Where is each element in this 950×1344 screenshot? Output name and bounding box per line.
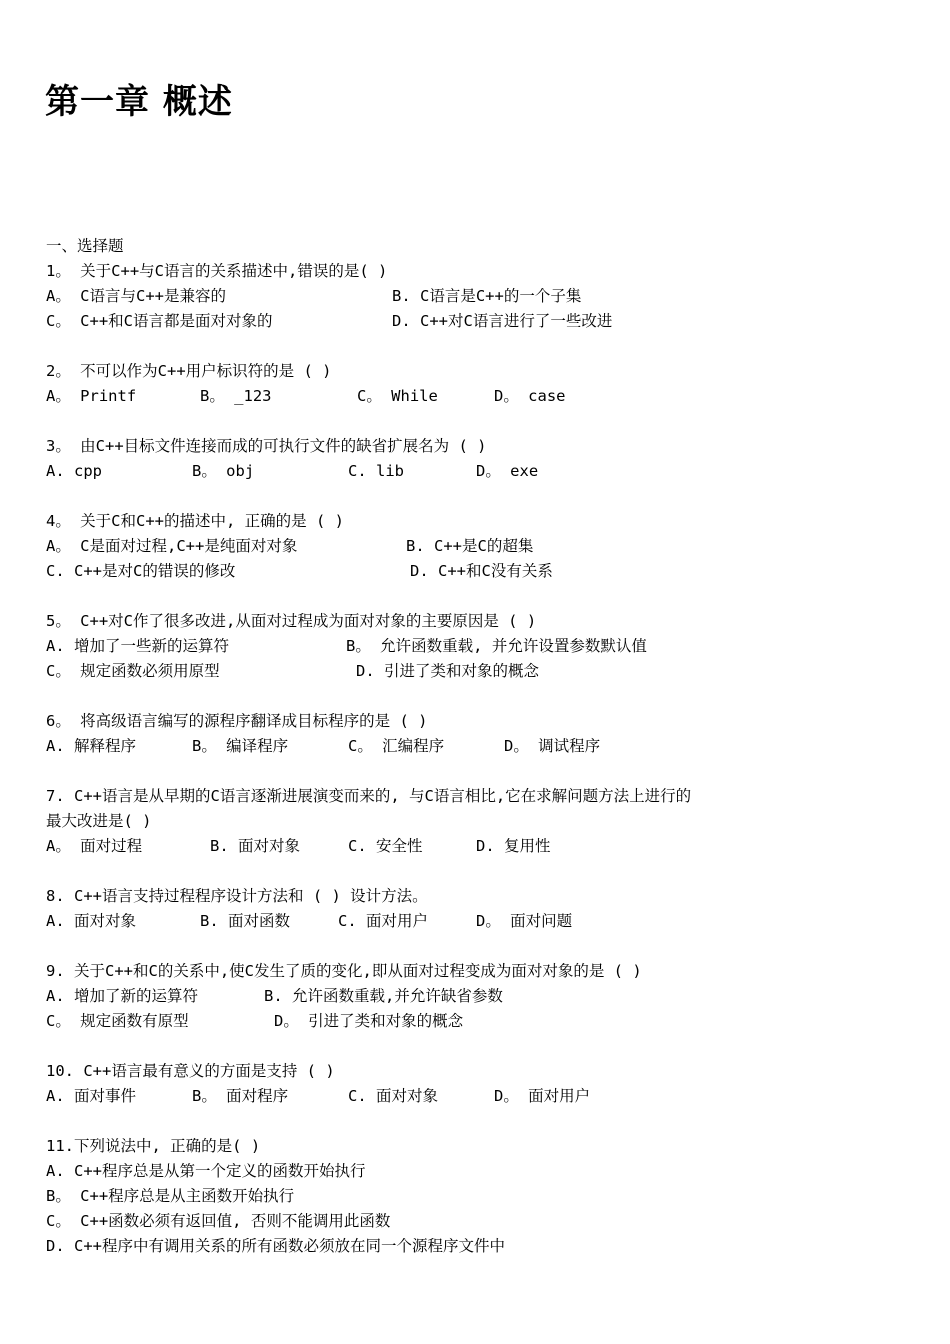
option-row	[46, 734, 866, 759]
question-stem: 9. 关于C++和C的关系中,使C发生了质的变化,即从面对过程变成为面对对象的是 ( )	[46, 962, 642, 980]
option-d: D. C++对C语言进行了一些改进	[392, 312, 613, 330]
option-row	[46, 909, 866, 934]
question-stem: 8. C++语言支持过程程序设计方法和 ( ) 设计方法。	[46, 887, 428, 905]
option-a: A。 C是面对过程,C++是纯面对对象	[46, 537, 298, 555]
question-list	[46, 234, 866, 1259]
option-b: B. 面对对象	[210, 837, 300, 855]
option-a: A。 C语言与C++是兼容的	[46, 287, 226, 305]
chapter-title: 第一章 概述	[45, 82, 233, 122]
option-row	[46, 384, 866, 409]
option-row	[46, 1009, 866, 1034]
option-a: A. 面对事件	[46, 1087, 136, 1105]
question-stem: 11.下列说法中, 正确的是( )	[46, 1137, 261, 1155]
option-b: B。 面对程序	[192, 1087, 289, 1105]
option-c: C。 While	[357, 387, 438, 405]
option-c: C. 安全性	[348, 837, 423, 855]
option-row	[46, 659, 866, 684]
option-row	[46, 559, 866, 584]
option-a: A。 面对过程	[46, 837, 143, 855]
question-stem: 7. C++语言是从早期的C语言逐渐进展演变而来的, 与C语言相比,它在求解问题方法上进行的	[46, 787, 692, 805]
option-b: B. C++是C的超集	[406, 537, 534, 555]
question-stem: 1。 关于C++与C语言的关系描述中,错误的是( )	[46, 262, 388, 280]
option-b: B。 obj	[192, 462, 255, 480]
spacer	[46, 934, 866, 959]
question-stem: 10. C++语言最有意义的方面是支持 ( )	[46, 1062, 335, 1080]
option-a: A. cpp	[46, 462, 102, 480]
option-c: C。 C++函数必须有返回值, 否则不能调用此函数	[46, 1212, 391, 1230]
option-a: A. 面对对象	[46, 912, 136, 930]
question-stem: 2。 不可以作为C++用户标识符的是 ( )	[46, 362, 332, 380]
option-d: D. 复用性	[476, 837, 551, 855]
option-a: A. 解释程序	[46, 737, 136, 755]
option-c: C. 面对对象	[348, 1087, 438, 1105]
option-c: C。 C++和C语言都是面对对象的	[46, 312, 273, 330]
option-row	[46, 309, 866, 334]
option-row	[46, 634, 866, 659]
option-b: B. 面对函数	[200, 912, 290, 930]
option-row	[46, 534, 866, 559]
question-stem: 3。 由C++目标文件连接而成的可执行文件的缺省扩展名为 ( )	[46, 437, 487, 455]
option-c: C. C++是对C的错误的修改	[46, 562, 236, 580]
section-heading: 一、选择题	[46, 237, 124, 255]
spacer	[46, 759, 866, 784]
question-stem: 5。 C++对C作了很多改进,从面对过程成为面对对象的主要原因是 ( )	[46, 612, 537, 630]
spacer	[46, 409, 866, 434]
option-c: C. lib	[348, 462, 404, 480]
spacer	[46, 584, 866, 609]
option-b: B。 C++程序总是从主函数开始执行	[46, 1187, 295, 1205]
option-c: C. 面对用户	[338, 912, 428, 930]
option-d: D. C++程序中有调用关系的所有函数必须放在同一个源程序文件中	[46, 1237, 505, 1255]
option-b: B。 编译程序	[192, 737, 289, 755]
option-a: A. C++程序总是从第一个定义的函数开始执行	[46, 1162, 366, 1180]
option-b: B. 允许函数重载,并允许缺省参数	[264, 987, 503, 1005]
option-c: C。 规定函数有原型	[46, 1012, 189, 1030]
option-d: D. C++和C没有关系	[410, 562, 553, 580]
spacer	[46, 334, 866, 359]
option-row	[46, 984, 866, 1009]
option-d: D。 case	[494, 387, 566, 405]
option-d: D。 exe	[476, 462, 539, 480]
option-row	[46, 1084, 866, 1109]
spacer	[46, 1109, 866, 1134]
option-b: B。 允许函数重载, 并允许设置参数默认值	[346, 637, 647, 655]
spacer	[46, 859, 866, 884]
question-stem-continued: 最大改进是( )	[46, 812, 152, 830]
option-row	[46, 834, 866, 859]
question-stem: 4。 关于C和C++的描述中, 正确的是 ( )	[46, 512, 344, 530]
option-a: A。 Printf	[46, 387, 137, 405]
spacer	[46, 1034, 866, 1059]
option-d: D。 面对用户	[494, 1087, 591, 1105]
option-b: B。 _123	[200, 387, 272, 405]
option-b: B. C语言是C++的一个子集	[392, 287, 582, 305]
spacer	[46, 484, 866, 509]
option-d: D. 引进了类和对象的概念	[356, 662, 539, 680]
option-row	[46, 459, 866, 484]
option-d: D。 引进了类和对象的概念	[274, 1012, 464, 1030]
option-d: D。 面对问题	[476, 912, 573, 930]
option-a: A. 增加了一些新的运算符	[46, 637, 229, 655]
spacer	[46, 684, 866, 709]
option-a: A. 增加了新的运算符	[46, 987, 198, 1005]
question-stem: 6。 将高级语言编写的源程序翻译成目标程序的是 ( )	[46, 712, 428, 730]
option-d: D。 调试程序	[504, 737, 601, 755]
option-row	[46, 284, 866, 309]
option-c: C。 规定函数必须用原型	[46, 662, 220, 680]
option-c: C。 汇编程序	[348, 737, 445, 755]
